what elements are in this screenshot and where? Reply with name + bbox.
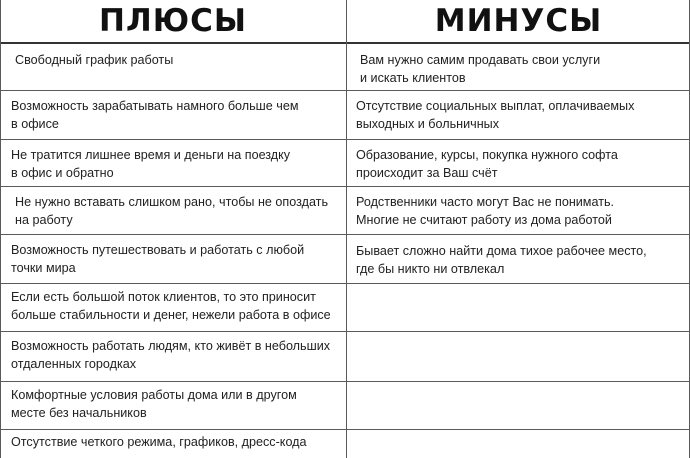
row-divider [0,331,690,332]
pros-item: Не нужно вставать слишком рано, чтобы не опоздать на работу [15,195,329,227]
row-divider [0,429,690,430]
cons-item: Образование, курсы, покупка нужного софта происходит за Ваш счёт [356,148,618,180]
row-divider [0,186,690,187]
row-divider [0,234,690,235]
pros-item: Возможность путешествовать и работать с любой точки мира [11,243,305,275]
row-divider [0,283,690,284]
pros-item: Не тратится лишнее время и деньги на поездку в офис и обратно [11,148,291,180]
row-divider [0,139,690,140]
pros-item: Комфортные условия работы дома или в другом месте без начальников [11,388,297,420]
header-divider [0,42,690,44]
cons-item: Вам нужно самим продавать свои услуги и искать клиентов [360,53,601,85]
cons-item: Родственники часто могут Вас не понимать. Многие не считают работу из дома работой [356,195,615,227]
table-border-left [0,0,1,458]
pros-item: Отсутствие четкого режима, графиков, дресс-кода [11,435,307,449]
pros-item: Свободный график работы [15,53,174,67]
row-divider [0,381,690,382]
pros-item: Если есть большой поток клиентов, то это приносит больше стабильности и денег, нежели работа в офисе [11,290,331,322]
cons-item: Бывает сложно найти дома тихое рабочее место, где бы никто ни отвлекал [356,244,647,276]
pros-item: Возможность работать людям, кто живёт в небольших отдаленных городках [11,339,331,371]
cons-item: Отсутствие социальных выплат, оплачиваемых выходных и больничных [356,99,635,131]
pros-header: ПЛЮСЫ [99,3,247,39]
row-divider [0,90,690,91]
cons-header: МИНУСЫ [434,3,603,39]
pros-item: Возможность зарабатывать намного больше чем в офисе [11,99,299,131]
